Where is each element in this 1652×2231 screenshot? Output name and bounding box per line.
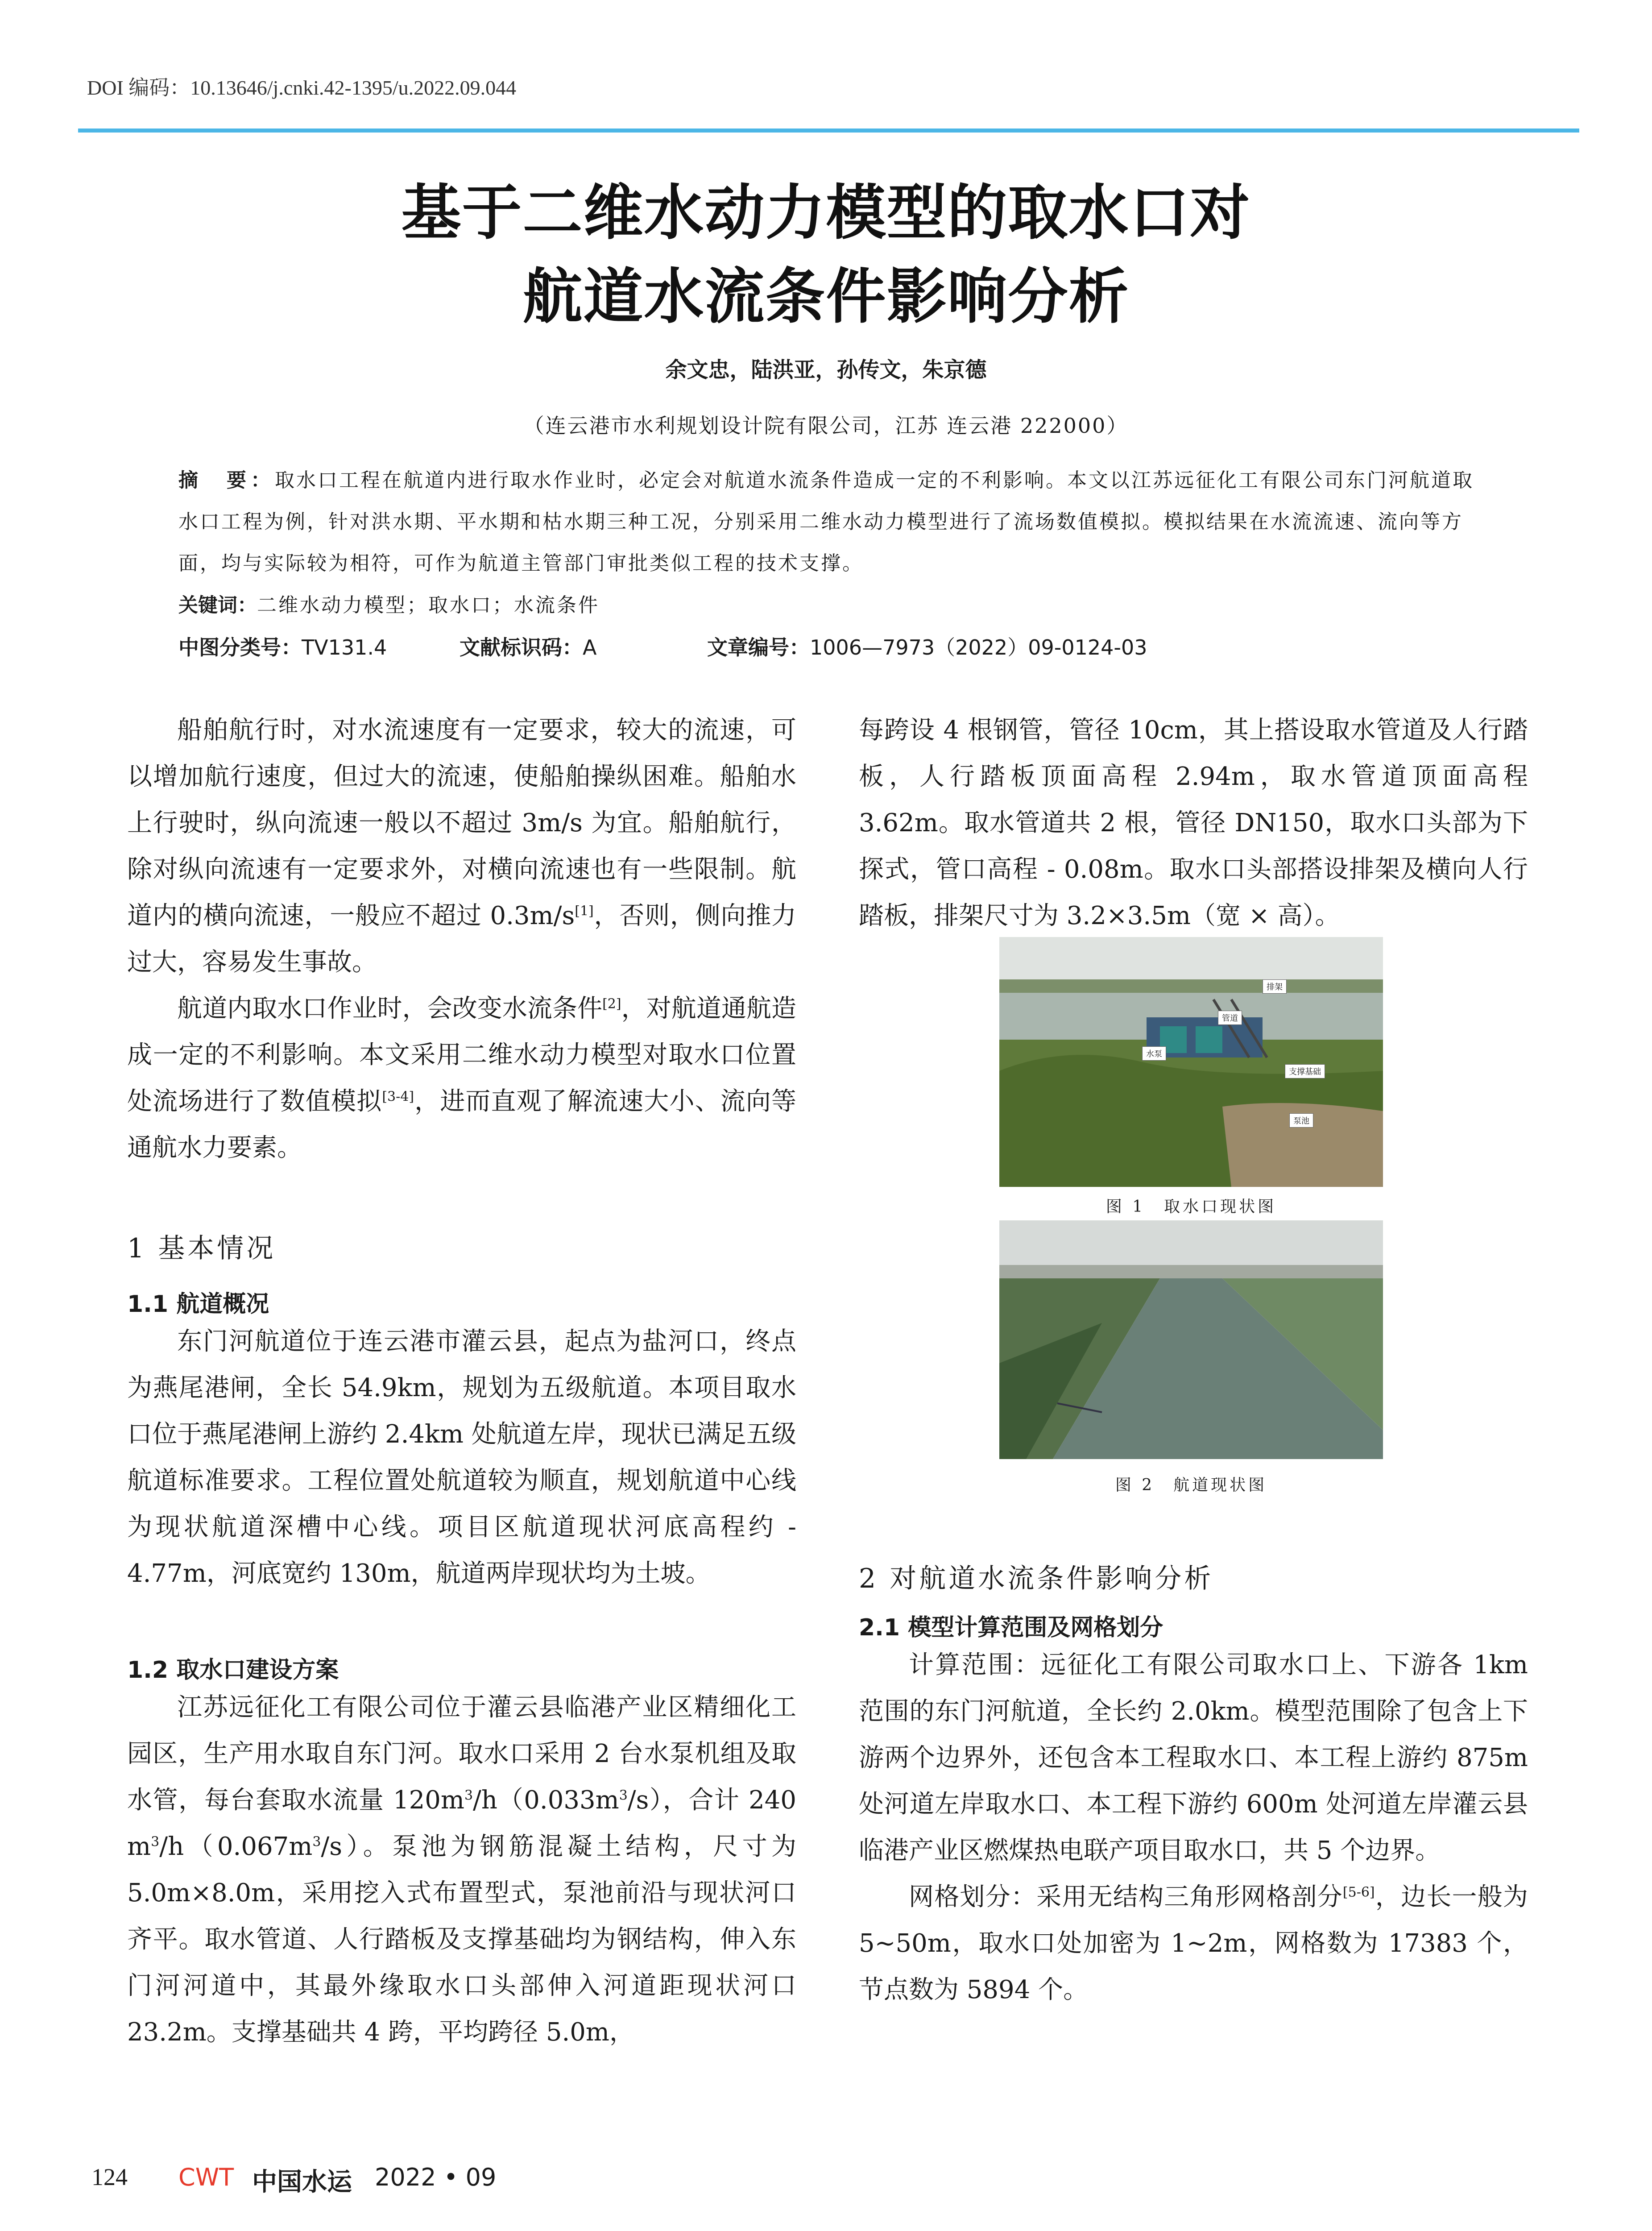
keywords-label: 关键词： [178,594,257,617]
abstract-text: 取水口工程在航道内进行取水作业时，必定会对航道水流条件造成一定的不利影响。本文以江苏远征化工有限公司东门河航道取水口工程为例，针对洪水期、平水期和枯水期三种工况，分别采用二维水动力模型进行了流场数值模拟。模拟结果在水流流速、流向等方面，均与实际较为相符，可作为航道主管部门审批类似工程的技术支撑。 [178,469,1474,575]
paragraph: 计算范围：远征化工有限公司取水口上、下游各 1km 范围的东门河航道，全长约 2.0km。模型范围除了包含上下游两个边界外，还包含本工程取水口、本工程上游约 875m 处河道左岸取水口、本工程下游约 600m 处河道左岸灌云县临港产业区燃煤热电联产项目取水口，共 5 个边界。 [859,1650,1528,1865]
figure-2-caption: 图 2 航道现状图 [1115,1476,1267,1494]
paper-title-line2: 航道水流条件影响分析 [522,262,1130,332]
paper-title-line1: 基于二维水动力模型的取水口对 [401,178,1251,248]
doi-line: DOI 编码：10.13646/j.cnki.42-1395/u.2022.09.044 [87,76,517,99]
subsection-heading-1-2: 1.2 取水口建设方案 [127,1657,339,1684]
issue-date: 2022 • 09 [375,2163,497,2191]
keywords [178,589,600,618]
journal-name: 中国水运 [252,2168,352,2197]
abstract [178,460,1495,584]
subsection-heading-1-1: 1.1 航道概况 [127,1291,269,1318]
paragraph: 每跨设 4 根钢管，管径 10cm，其上搭设取水管道及人行踏板，人行踏板顶面高程 2.94m，取水管道顶面高程 3.62m。取水管道共 2 根，管径 DN150，取水口头部为下探式，管口高程 - 0.08m。取水口头部搭设排架及横向人行踏板，排架尺寸为 3.2×3.5m（宽 × 高）。 [859,716,1528,930]
paragraph: 东门河航道位于连云港市灌云县，起点为盐河口，终点为燕尾港闸，全长 54.9km，规划为五级航道。本项目取水口位于燕尾港闸上游约 2.4km 处航道左岸，现状已满足五级航道标准要求。工程位置处航道较为顺直，规划航道中心线为现状航道深槽中心线。项目区航道现状河底高程约 - 4.77m，河底宽约 130m，航道两岸现状均为土坡。 [127,1327,796,1588]
figure-2-photo [999,1220,1383,1459]
right-column-top [859,707,1528,939]
label-support: 支撑基础 [1285,1064,1325,1078]
paragraph: 江苏远征化工有限公司位于灌云县临港产业区精细化工园区，生产用水取自东门河。取水口采用 2 台水泵机组及取水管，每台套取水流量 $120m^3/h(0.033m^3/s)$，合计 240 $m^3/h(0.067m^3/s)$。泵池为钢筋混凝土结构，尺寸为 5.0m×8.0m，采用挖入式布置型式，泵池前沿与现状河口齐平。取水管道、人行踏板及支撑基础均为钢结构，伸入东门河河道中，其最外缘取水口头部伸入河道距现状河口 23.2m。支撑基础共 4 跨，平均跨径 5.0m， [127,1693,796,2047]
label-pipe: 管道 [1218,1011,1242,1025]
authors: 余文忠，陆洪亚，孙传文，朱京德 [665,357,987,382]
article-number: 文章编号：1006—7973（2022）09-0124-03 [707,635,1147,659]
subsection-heading-2-1: 2.1 模型计算范围及网格划分 [859,1614,1163,1641]
intake-photo-image [999,937,1383,1187]
paragraph: 船舶航行时，对水流速度有一定要求，较大的流速，可以增加航行速度，但过大的流速，使船舶操纵困难。船舶水上行驶时，纵向流速一般以不超过 3m/s 为宜。船舶航行，除对纵向流速有一定要求外，对横向流速也有一些限制。航道内的横向流速，一般应不超过 0.3m/s[1]，否则，侧向推力过大，容易发生事故。 [127,716,796,977]
paragraph: 网格划分：采用无结构三角形网格剖分[5-6]，边长一般为 5~50m，取水口处加密为 1~2m，网格数为 17383 个，节点数为 5894 个。 [859,1883,1528,2004]
keywords-text: 二维水动力模型；取水口；水流条件 [257,594,600,617]
left-column-1-1 [127,1319,796,1597]
section-heading-2: 2 对航道水流条件影响分析 [859,1563,1214,1594]
paragraph: 航道内取水口作业时，会改变水流条件[2]，对航道通航造成一定的不利影响。本文采用二维水动力模型对取水口位置处流场进行了数值模拟[3-4]，进而直观了解流速大小、流向等通航水力要素。 [127,994,797,1162]
abstract-label: 摘 要： [178,469,275,492]
label-pump-pit: 泵池 [1289,1113,1313,1128]
page-number: 124 [91,2164,128,2190]
journal-brand: CWT [178,2163,234,2191]
figure-1-photo [999,937,1383,1187]
left-column-1-2 [127,1684,796,2056]
label-frame: 排架 [1263,979,1287,994]
figure-1-caption: 图 1 取水口现状图 [1105,1198,1277,1216]
affiliation: （连云港市水利规划设计院有限公司，江苏 连云港 222000） [523,414,1129,438]
label-pump: 水泵 [1142,1046,1166,1061]
header-rule [78,129,1579,133]
section-heading-1: 1 基本情况 [127,1233,276,1264]
right-column-2-1 [859,1642,1528,2013]
document-code: 文献标识码：A [460,635,597,659]
waterway-photo-image [999,1220,1383,1459]
clc-number: 中图分类号：TV131.4 [178,635,387,659]
left-column-intro [127,707,796,1171]
